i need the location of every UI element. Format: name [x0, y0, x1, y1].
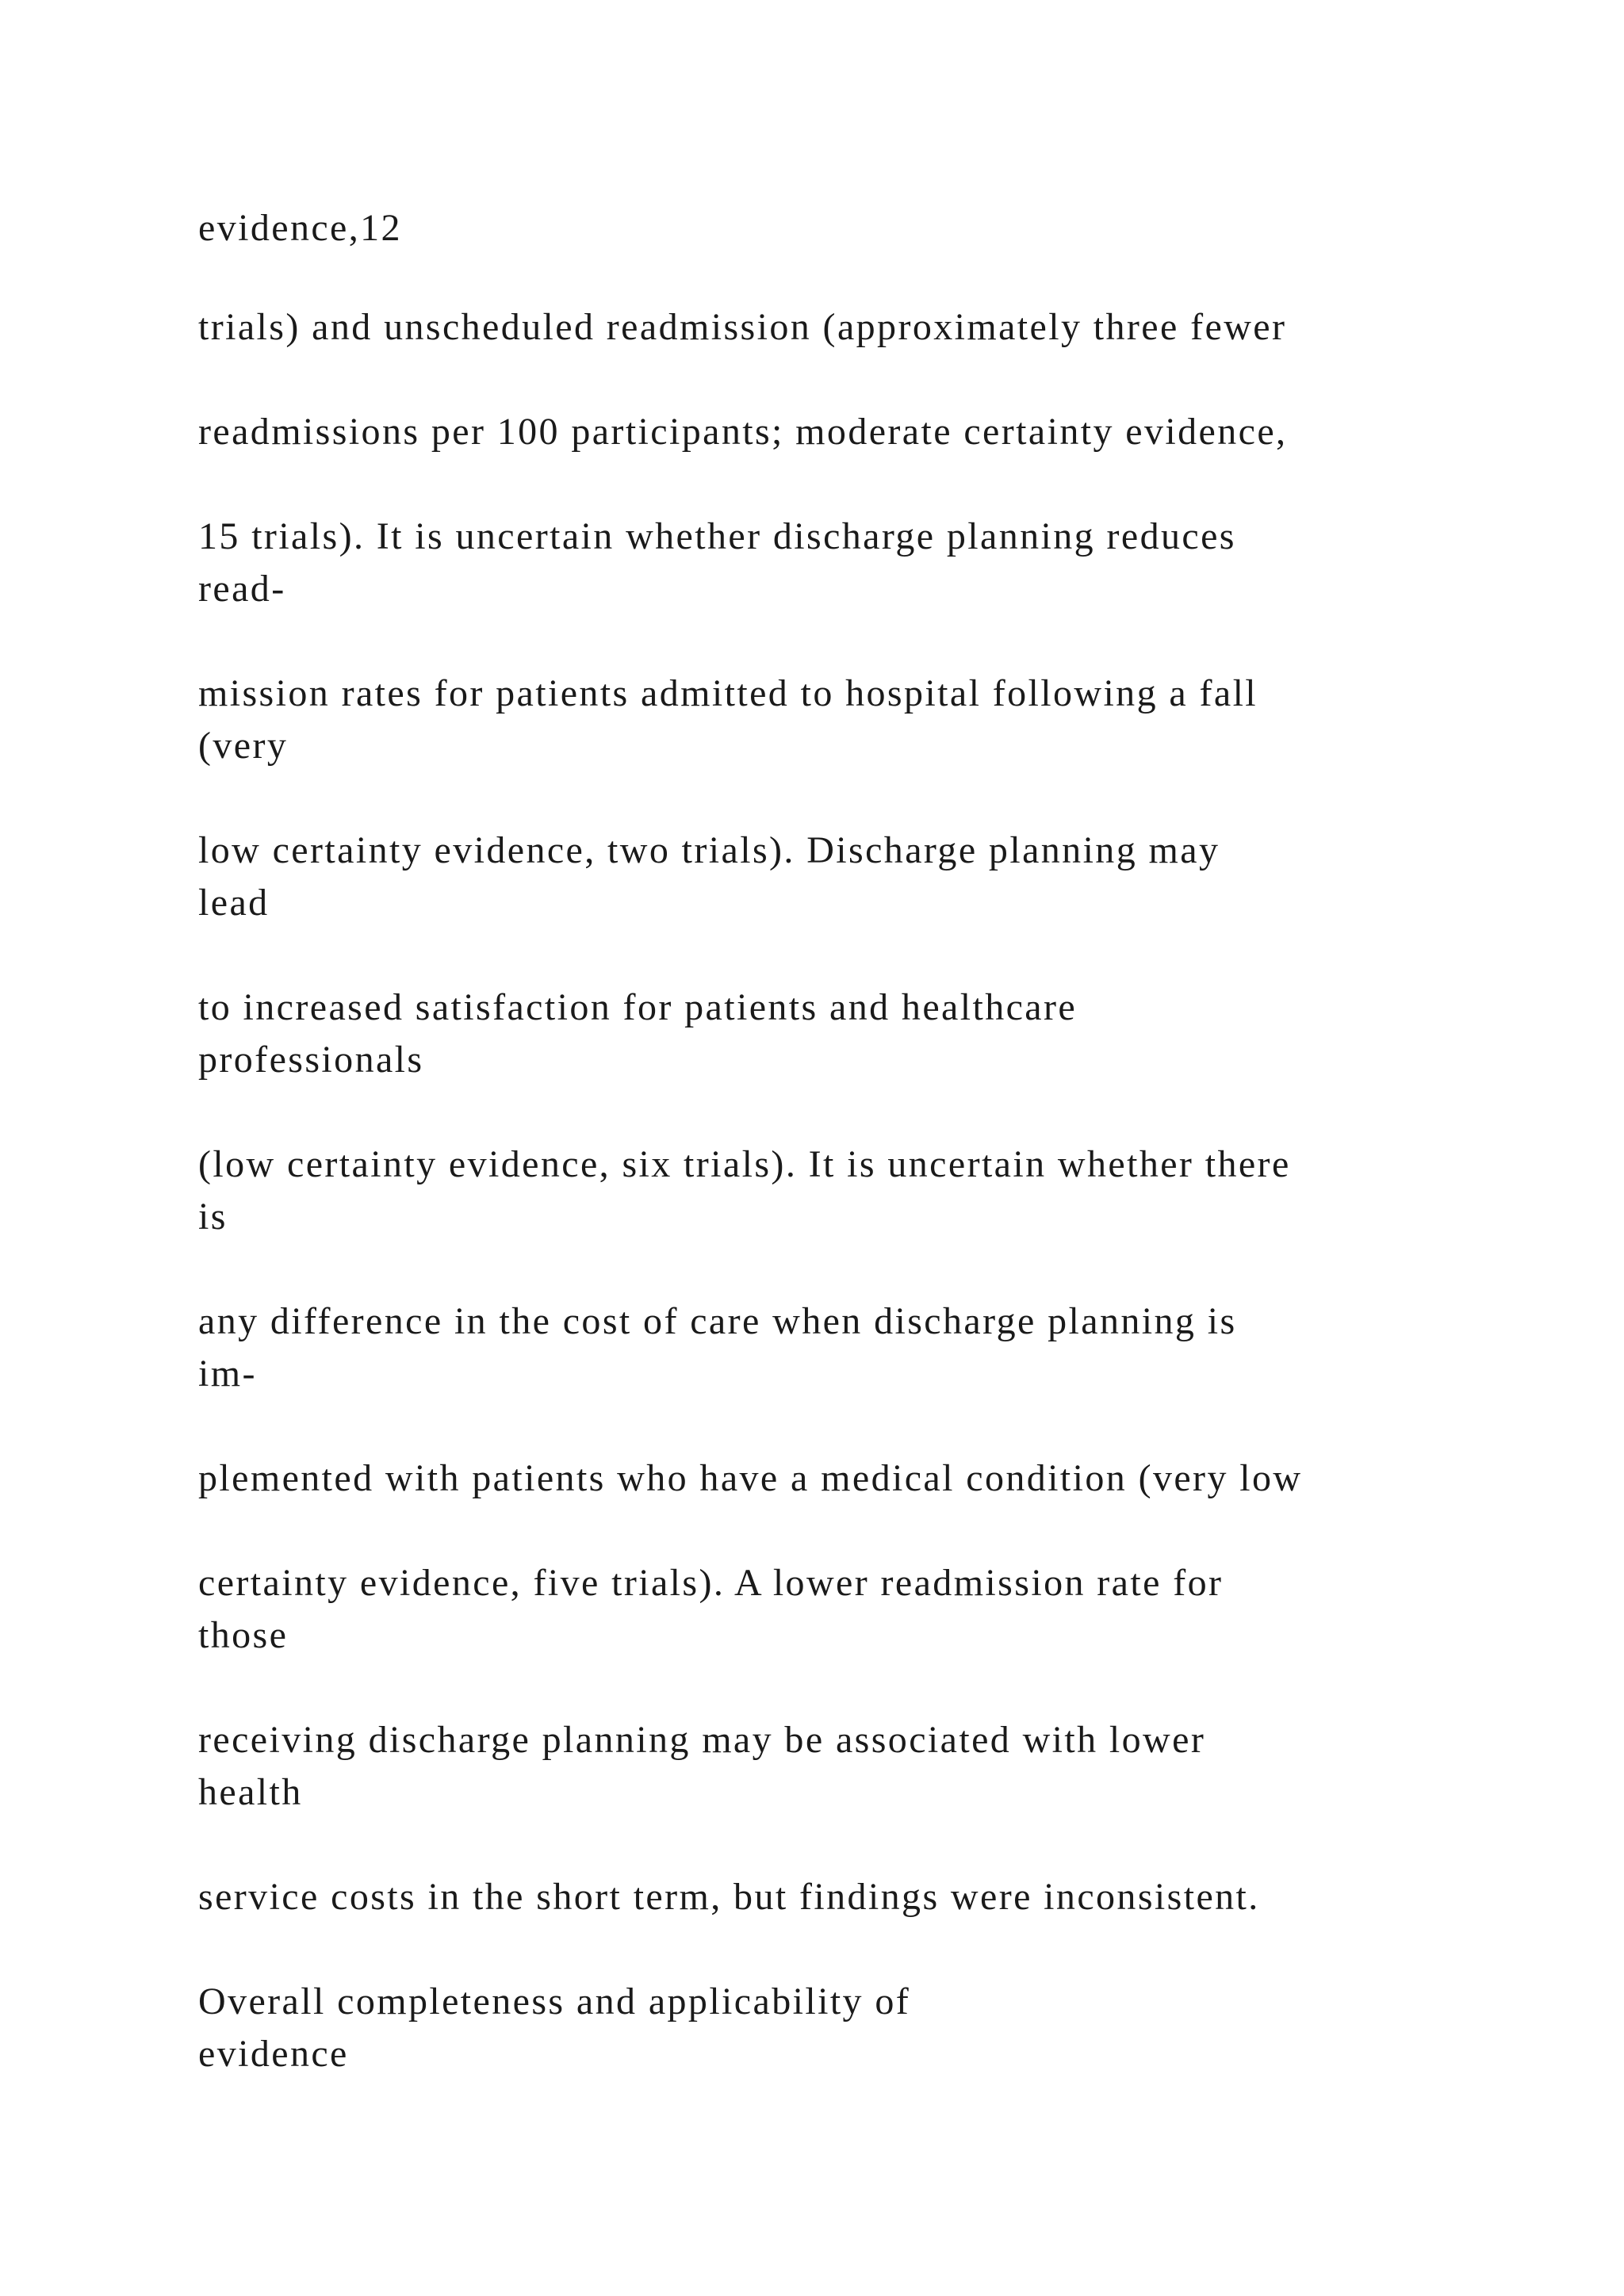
text-line: readmissions per 100 participants; moderate certainty evidence, — [198, 411, 1288, 453]
text-line: receiving discharge planning may be associated with lower — [198, 1719, 1206, 1761]
section-heading: Overall completeness and applicability of — [198, 1980, 911, 2022]
text-line: read- — [198, 568, 286, 610]
text-line: im- — [198, 1353, 257, 1395]
text-line: is — [198, 1196, 228, 1238]
text-line: 15 trials). It is uncertain whether discharge planning reduces — [198, 515, 1236, 557]
text-line: service costs in the short term, but findings were inconsistent. — [198, 1876, 1260, 1918]
text-line: to increased satisfaction for patients and healthcare — [198, 986, 1078, 1028]
text-line: lead — [198, 882, 270, 924]
text-line: any difference in the cost of care when discharge planning is — [198, 1300, 1237, 1342]
text-line: (very — [198, 725, 289, 767]
section-heading: evidence — [198, 2033, 349, 2075]
text-line: professionals — [198, 1039, 424, 1081]
text-line: those — [198, 1614, 289, 1656]
text-line: plemented with patients who have a medical condition (very low — [198, 1457, 1303, 1499]
text-line: low certainty evidence, two trials). Discharge planning may — [198, 829, 1220, 871]
text-line: health — [198, 1771, 303, 1813]
text-line: mission rates for patients admitted to hospital following a fall — [198, 672, 1258, 714]
text-line: (low certainty evidence, six trials). It is uncertain whether there — [198, 1143, 1291, 1185]
text-line: evidence,12 — [198, 207, 402, 249]
text-line: trials) and unscheduled readmission (approximately three fewer — [198, 306, 1287, 348]
text-line: certainty evidence, five trials). A lower readmission rate for — [198, 1562, 1224, 1604]
